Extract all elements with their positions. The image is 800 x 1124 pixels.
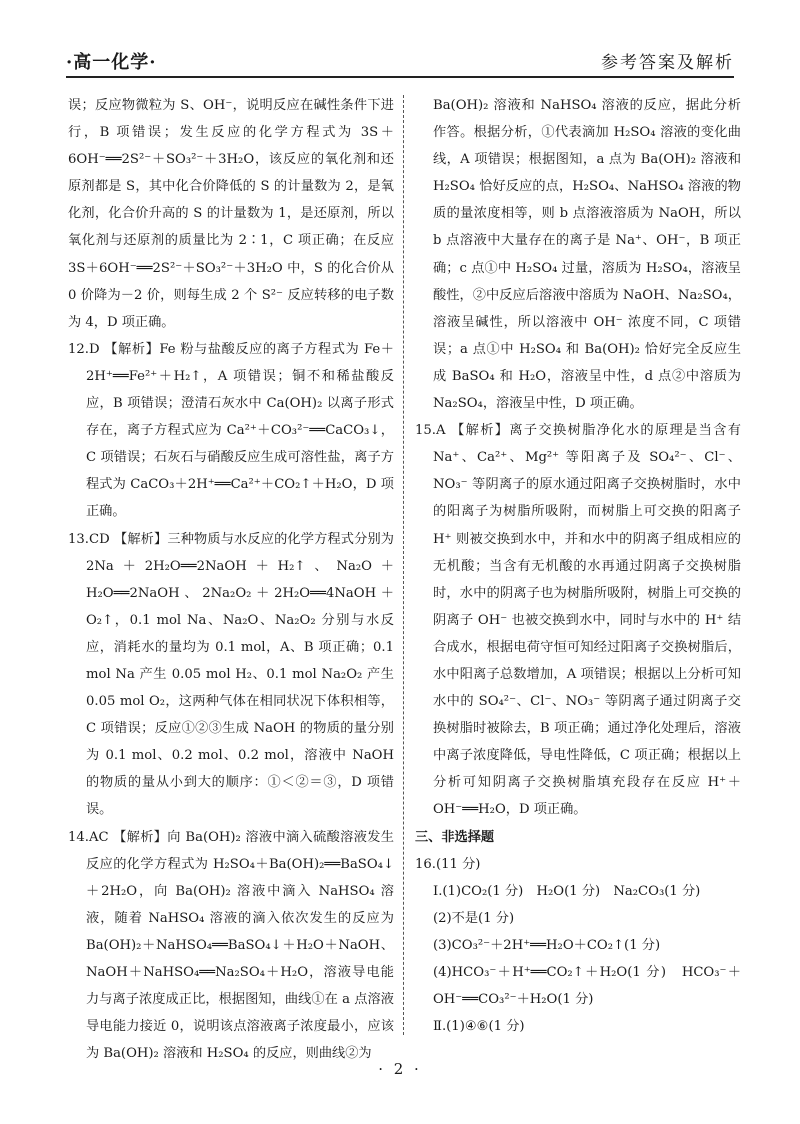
page-number: · 2 · [378,1060,422,1078]
question-16-heading: 16.(11 分) [415,856,481,872]
answer-12: 12.D 【解析】Fe 粉与盐酸反应的离子方程式为 Fe＋2H⁺══Fe²⁺＋H₂↑，A 项错误；铜不和稀盐酸反应，B 项错误；澄清石灰水中 Ca(OH)₂ 以离子形式存在，离子方程式应为 Ca²⁺＋CO₃²⁻══CaCO₃↓，C 项错误；石灰石与硝酸反应生成可溶性盐，离子方程式为 CaCO₃＋2H⁺══Ca²⁺＋CO₂↑＋H₂O，D 项正确。 [68,341,394,520]
header-rule [66,76,734,78]
answer-15: 15.A 【解析】离子交换树脂净化水的原理是当含有 Na⁺、Ca²⁺、Mg²⁺ 等阳离子及 SO₄²⁻、Cl⁻、NO₃⁻ 等阴离子的原水通过阳离子交换树脂时，水中的阳离子为树脂所吸附，而树脂上可交换的阳离子 H⁺ 则被交换到水中，并和水中的阴离子组成相应的无机酸；当含有无机酸的水再通过阴离子交换树脂时，水中的阴离子也为树脂所吸附，树脂上可交换的阴离子 OH⁻ 也被交换到水中，同时与水中的 H⁺ 结合成水，根据电荷守恒可知经过阳离子交换树脂后，水中阳离子总数增加，A 项错误；根据以上分析可知水中的 SO₄²⁻、Cl⁻、NO₃⁻ 等阴离子通过阴离子交换树脂时被除去，B 项正确；通过净化处理后，溶液中离子浓度降低，导电性降低，C 项正确；根据以上分析可知阴离子交换树脂填充段存在反应 H⁺＋OH⁻══H₂O，D 项正确。 [415,423,741,818]
answer-16-ii-1: Ⅱ.(1)④⑥(1 分) [433,1019,525,1035]
column-divider [403,95,404,1035]
answer-13: 13.CD 【解析】三种物质与水反应的化学方程式分别为 2Na＋2H₂O══2NaOH＋H₂↑、Na₂O＋H₂O══2NaOH、2Na₂O₂＋2H₂O══4NaOH＋O₂↑，0.1 mol Na、Na₂O、Na₂O₂ 分别与水反应，消耗水的量均为 0.1 mol，A、B 项正确；0.1 mol Na 产生 0.05 mol H₂、0.1 mol Na₂O₂ 产生 0.05 mol O₂，这两种气体在相同状况下体积相等，C 项错误；反应①②③生成 NaOH 的物质的量分别为 0.1 mol、0.2 mol、0.2 mol，溶液中 NaOH 的物质的量从小到大的顺序：①＜②＝③，D 项错误。 [68,531,394,818]
page-header [66,40,734,72]
answer-title: 参考答案及解析 [601,53,734,73]
right-column [415,92,741,1040]
answer-16-i-4: (4)HCO₃⁻＋H⁺══CO₂↑＋H₂O(1 分) HCO₃⁻＋OH⁻══CO₃²⁻＋H₂O(1 分) [433,965,741,1008]
subject-title: ·高一化学· [66,52,157,73]
left-column [68,92,394,1067]
answer-16-i-1: Ⅰ.(1)CO₂(1 分) H₂O(1 分) Na₂CO₃(1 分) [433,883,701,899]
answer-16-i-2: (2)不是(1 分) [433,910,515,926]
answer-14-continuation: Ba(OH)₂ 溶液和 NaHSO₄ 溶液的反应，据此分析作答。根据分析，①代表滴加 H₂SO₄ 溶液的变化曲线，A 项错误；根据图知，a 点为 Ba(OH)₂ 溶液和 H₂SO₄ 恰好反应的点，H₂SO₄、NaHSO₄ 溶液的物质的量浓度相等，则 b 点溶液溶质为 NaOH，所以 b 点溶液中大量存在的离子是 Na⁺、OH⁻，B 项正确；c 点①中 H₂SO₄ 过量，溶质为 H₂SO₄，溶液呈酸性，②中反应后溶液中溶质为 NaOH、Na₂SO₄，溶液呈碱性，所以溶液中 OH⁻ 浓度不同，C 项错误；a 点①中 H₂SO₄ 和 Ba(OH)₂ 恰好完全反应生成 BaSO₄ 和 H₂O，溶液呈中性，d 点②中溶质为 Na₂SO₄，溶液呈中性，D 项正确。 [433,98,741,412]
section-heading: 三、非选择题 [415,829,495,845]
answer-16-i-3: (3)CO₃²⁻＋2H⁺══H₂O＋CO₂↑(1 分) [433,937,661,953]
left-paragraph-continuation: 误；反应物微粒为 S、OH⁻，说明反应在碱性条件下进行，B 项错误；发生反应的化学方程式为 3S＋6OH⁻══2S²⁻＋SO₃²⁻＋3H₂O，该反应的氧化剂和还原剂都是 S，其中化合价降低的 S 的计量数为 2，是氧化剂，化合价升高的 S 的计量数为 1，是还原剂，所以氧化剂与还原剂的质量比为 2∶1，C 项正确；在反应 3S＋6OH⁻══2S²⁻＋SO₃²⁻＋3H₂O 中，S 的化合价从 0 价降为－2 价，则每生成 2 个 S²⁻ 反应转移的电子数为 4，D 项正确。 [68,98,394,330]
answer-14: 14.AC 【解析】向 Ba(OH)₂ 溶液中滴入硫酸溶液发生反应的化学方程式为 H₂SO₄＋Ba(OH)₂══BaSO₄↓＋2H₂O，向 Ba(OH)₂ 溶液中滴入 NaHSO₄ 溶液，随着 NaHSO₄ 溶液的滴入依次发生的反应为 Ba(OH)₂＋NaHSO₄══BaSO₄↓＋H₂O＋NaOH、NaOH＋NaHSO₄══Na₂SO₄＋H₂O，溶液导电能力与离子浓度成正比，根据图知，曲线①在 a 点溶液导电能力接近 0，说明该点溶液离子浓度最小，应该为 Ba(OH)₂ 溶液和 H₂SO₄ 的反应，则曲线②为 [68,829,394,1062]
